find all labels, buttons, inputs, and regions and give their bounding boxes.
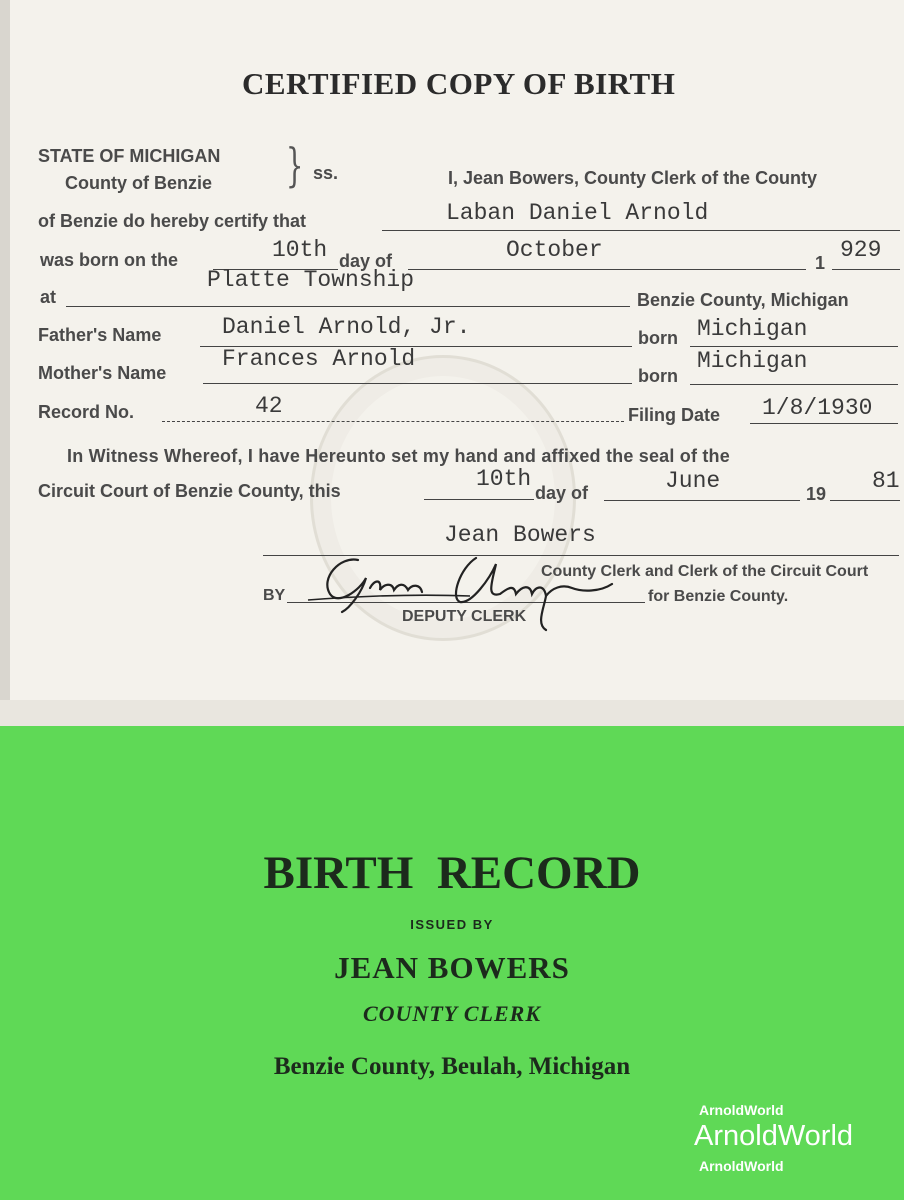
county-label: County of Benzie bbox=[65, 173, 212, 193]
cover-issued-by: ISSUED BY bbox=[410, 917, 494, 932]
birth-day: 10th bbox=[272, 237, 328, 263]
father-birthplace: Michigan bbox=[697, 316, 808, 342]
filing-date: 1/8/1930 bbox=[762, 395, 873, 421]
certify-text: of Benzie do hereby certify that bbox=[38, 211, 307, 231]
witness-day-line bbox=[424, 499, 534, 500]
witness-line-1: In Witness Whereof, I have Hereunto set my hand and affixed the seal of the bbox=[67, 446, 730, 466]
mother-born-label: born bbox=[638, 366, 678, 386]
handwritten-signature-icon bbox=[300, 538, 620, 638]
witness-year: 81 bbox=[872, 468, 900, 494]
mother-birthplace-line bbox=[690, 384, 898, 385]
clerk-statement: I, Jean Bowers, County Clerk of the County bbox=[448, 168, 818, 188]
father-label: Father's Name bbox=[38, 325, 162, 345]
cover-title: BIRTH RECORD bbox=[263, 847, 641, 899]
birth-year-line bbox=[832, 269, 900, 270]
record-line bbox=[162, 421, 624, 422]
state-label: STATE OF MICHIGAN bbox=[38, 146, 221, 166]
birth-month: October bbox=[506, 237, 603, 263]
child-name: Laban Daniel Arnold bbox=[446, 200, 709, 226]
birth-place-line bbox=[66, 306, 630, 307]
mother-name: Frances Arnold bbox=[222, 346, 416, 372]
witness-month-line bbox=[604, 500, 800, 501]
birth-year: 929 bbox=[840, 237, 882, 263]
watermark-top: ArnoldWorld bbox=[699, 1102, 784, 1118]
at-label: at bbox=[40, 287, 57, 307]
record-label: Record No. bbox=[38, 402, 135, 422]
witness-day: 10th bbox=[476, 466, 532, 492]
clerk-title-line-2: for Benzie County. bbox=[648, 588, 789, 605]
cover-location: Benzie County, Beulah, Michigan bbox=[273, 1053, 631, 1080]
watermark-large: ArnoldWorld bbox=[694, 1120, 854, 1152]
cover-clerk-role: COUNTY CLERK bbox=[362, 1001, 542, 1026]
father-name: Daniel Arnold, Jr. bbox=[222, 314, 471, 340]
mother-label: Mother's Name bbox=[38, 363, 167, 383]
witness-day-of-label: day of bbox=[535, 483, 589, 503]
born-on-label: was born on the bbox=[40, 250, 179, 270]
witness-year-prefix: 19 bbox=[806, 484, 827, 504]
watermark-bottom: ArnoldWorld bbox=[699, 1158, 784, 1174]
cover-clerk-name: JEAN BOWERS bbox=[334, 950, 570, 985]
deputy-clerk-label: DEPUTY CLERK bbox=[402, 608, 527, 625]
witness-line-2: Circuit Court of Benzie County, this bbox=[38, 481, 341, 501]
birth-month-line bbox=[408, 269, 806, 270]
witness-month: June bbox=[665, 468, 721, 494]
name-line bbox=[382, 230, 900, 231]
clerk-name: Jean Bowers bbox=[444, 522, 596, 548]
certificate-title: CERTIFIED COPY OF BIRTH bbox=[242, 66, 676, 101]
clerk-title-line-1: County Clerk and Clerk of the Circuit Court bbox=[541, 563, 869, 580]
year-prefix: 1 bbox=[815, 253, 826, 273]
mother-name-line bbox=[203, 383, 632, 384]
brace-icon: } bbox=[285, 138, 304, 192]
day-of-label: day of bbox=[339, 251, 393, 271]
by-label: BY bbox=[263, 587, 286, 604]
paper-edge bbox=[0, 700, 904, 728]
county-state-label: Benzie County, Michigan bbox=[637, 290, 849, 310]
filing-date-line bbox=[750, 423, 898, 424]
witness-year-line bbox=[830, 500, 900, 501]
record-number: 42 bbox=[255, 393, 283, 419]
mother-birthplace: Michigan bbox=[697, 348, 808, 374]
ss-label: ss. bbox=[313, 163, 339, 183]
father-born-label: born bbox=[638, 328, 678, 348]
birth-place: Platte Township bbox=[207, 267, 415, 293]
father-birthplace-line bbox=[690, 346, 898, 347]
filing-date-label: Filing Date bbox=[628, 405, 721, 425]
